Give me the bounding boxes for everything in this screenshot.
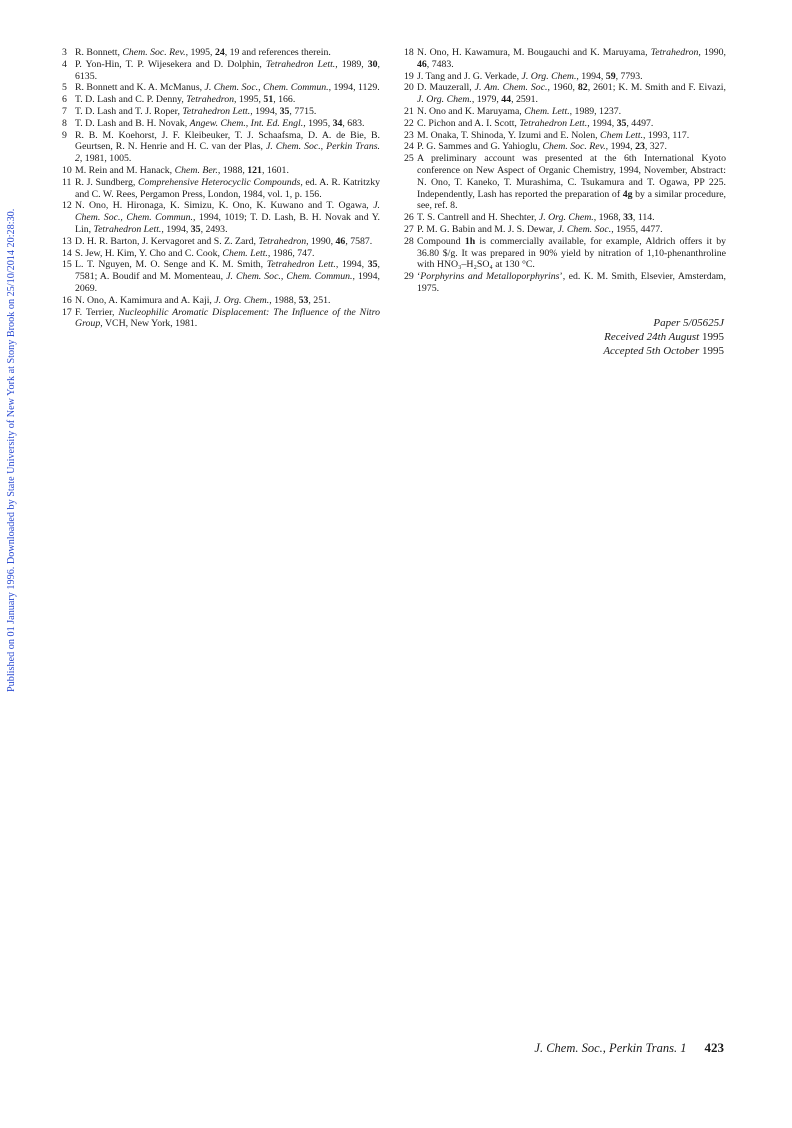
- reference-segment: , 1994, 1019; T. D. Lash, B. H. Novak and Y. Lin,: [75, 212, 380, 235]
- reference-segment: R. Bonnett,: [75, 47, 123, 58]
- reference-segment: , 166.: [273, 94, 296, 106]
- reference-segment: , 1995,: [303, 117, 333, 129]
- reference-number: 4: [62, 58, 67, 70]
- reference-9: [62, 130, 380, 165]
- reference-segment: , 1601.: [261, 164, 289, 176]
- reference-segment: , 7587.: [345, 235, 373, 247]
- reference-27: [404, 224, 726, 236]
- reference-segment: , 251.: [308, 294, 331, 306]
- reference-19: [404, 71, 726, 83]
- reference-title: Chem. Soc. Rev.: [542, 141, 606, 153]
- reference-text: [417, 106, 726, 118]
- reference-13: [62, 236, 380, 248]
- reference-text: [417, 71, 726, 83]
- reference-number: 13: [62, 235, 72, 247]
- reference-segment: ’, ed. K. M. Smith, Elsevier, Amsterdam, 1975.: [417, 271, 727, 294]
- reference-text: [75, 118, 380, 130]
- page-number: 423: [704, 1040, 724, 1055]
- reference-segment: , 2601; K. M. Smith and F. Eivazi,: [587, 82, 726, 94]
- reference-11: [62, 177, 380, 201]
- reference-number: 5: [62, 82, 67, 94]
- reference-title: J. Am. Chem. Soc.: [474, 82, 548, 94]
- reference-title: Chem. Soc. Rev.: [122, 47, 186, 58]
- reference-text: [75, 94, 380, 106]
- reference-title: Chem. Lett.: [222, 247, 268, 259]
- reference-segment: , 7715.: [289, 105, 317, 117]
- reference-segment: A preliminary account was presented at the 6th International Kyoto conference on New Aspect of Organic Chemistry, 1994, November, Abstract: N. Ono, T. Kaneko, T. Murashima, C. Tsukamura and T. Ogawa, PP 225. Independently, Lash has reported the preparation of: [417, 153, 726, 200]
- reference-segment: , 1994,: [605, 141, 636, 153]
- reference-text: [417, 212, 726, 224]
- reference-segment: , 1990,: [698, 47, 726, 58]
- reference-segment: , 1955, 4477.: [611, 223, 663, 235]
- reference-volume: 121: [247, 164, 262, 176]
- received-line: [480, 330, 724, 344]
- reference-title: J. Org. Chem.: [417, 94, 472, 106]
- reference-number: 18: [404, 47, 414, 58]
- accepted-year: 1995: [702, 345, 724, 357]
- reference-title: J. Chem. Soc.: [557, 223, 612, 235]
- reference-title: Tetrahedron Lett.: [93, 223, 162, 235]
- download-watermark: [4, 152, 20, 692]
- reference-segment: is commercially available, for example, Aldrich offers it by 36.80 $/g. It was prepared in 90% yield by nitration of 1,10-phenanthroline with HNO₃–H₂SO₄ at 130 °C.: [417, 235, 726, 271]
- reference-text: [417, 271, 726, 295]
- reference-segment: , 1990,: [306, 235, 336, 247]
- reference-segment: , 1988,: [217, 164, 248, 176]
- reference-number: 6: [62, 94, 67, 106]
- reference-segment: , 1989, 1237.: [569, 105, 622, 117]
- reference-segment: J. Tang and J. G. Verkade,: [417, 70, 522, 82]
- reference-title: J. Chem. Soc., Chem. Commun.: [75, 200, 380, 224]
- reference-number: 10: [62, 164, 72, 176]
- reference-title: J. Org. Chem.: [521, 70, 577, 82]
- reference-text: [75, 59, 380, 83]
- reference-segment: , 1993, 117.: [643, 129, 690, 141]
- reference-volume: 1h: [464, 235, 476, 247]
- reference-number: 12: [62, 200, 72, 212]
- reference-segment: R. Bonnett and K. A. McManus,: [75, 82, 205, 94]
- accepted-date: 5th October: [646, 345, 700, 357]
- reference-24: [404, 141, 726, 153]
- reference-number: 8: [62, 117, 67, 129]
- reference-title: Chem Lett.: [600, 129, 644, 141]
- reference-segment: , VCH, New York, 1981.: [100, 318, 198, 330]
- reference-segment: D. H. R. Barton, J. Kervagoret and S. Z. Zard,: [75, 235, 259, 247]
- reference-volume: 35: [367, 259, 378, 271]
- reference-segment: , 1994,: [161, 223, 191, 235]
- reference-10: [62, 165, 380, 177]
- reference-text: [417, 118, 726, 130]
- reference-volume: 46: [417, 58, 427, 70]
- reference-volume: 4g: [622, 188, 633, 200]
- reference-title: Porphyrins and Metalloporphyrins: [420, 271, 560, 283]
- reference-text: [75, 307, 380, 331]
- reference-title: Chem. Ber.: [174, 164, 218, 176]
- received-year: 1995: [702, 331, 724, 343]
- reference-8: [62, 118, 380, 130]
- receipt-block: [480, 316, 724, 358]
- reference-title: J. Chem. Soc., Chem. Commun.: [226, 271, 353, 283]
- reference-volume: 35: [616, 117, 627, 129]
- reference-segment: , 1986, 747.: [267, 247, 315, 259]
- reference-22: [404, 118, 726, 130]
- reference-title: Angew. Chem., Int. Ed. Engl.: [189, 117, 304, 129]
- reference-title: Tetrahedron Lett.: [182, 105, 251, 117]
- reference-volume: 44: [501, 94, 512, 106]
- received-label: Received: [604, 331, 644, 343]
- reference-text: [75, 82, 380, 94]
- reference-text: [75, 130, 380, 165]
- reference-6: [62, 94, 380, 106]
- reference-segment: ‘: [417, 271, 421, 283]
- reference-volume: 51: [263, 94, 274, 106]
- reference-segment: , ed. A. R. Katritzky and C. W. Rees, Pergamon Press, London, 1984, vol. 1, p. 156.: [75, 176, 380, 200]
- reference-segment: , 1994,: [335, 259, 368, 271]
- reference-number: 25: [404, 153, 414, 165]
- reference-segment: , 4497.: [626, 117, 654, 129]
- reference-volume: 59: [605, 70, 616, 82]
- reference-text: [75, 47, 380, 59]
- reference-text: [75, 177, 380, 201]
- reference-segment: , 1981, 1005.: [79, 153, 132, 165]
- reference-segment: , 1994,: [576, 70, 606, 82]
- references-left-column: [62, 47, 380, 330]
- reference-volume: 34: [332, 117, 343, 129]
- reference-segment: , 7793.: [615, 70, 643, 82]
- reference-volume: 23: [635, 141, 645, 153]
- reference-segment: , 327.: [644, 141, 667, 153]
- reference-text: [417, 141, 726, 153]
- reference-segment: P. M. G. Babin and M. J. S. Dewar,: [417, 223, 558, 235]
- reference-number: 28: [404, 235, 414, 247]
- reference-number: 26: [404, 212, 414, 224]
- reference-text: [75, 165, 380, 177]
- reference-segment: N. Ono, H. Hironaga, K. Simizu, K. Ono, K. Kuwano and T. Ogawa,: [75, 200, 374, 212]
- reference-title: Tetrahedron: [186, 94, 235, 106]
- accepted-line: [480, 344, 724, 358]
- reference-number: 21: [404, 105, 414, 117]
- reference-segment: , 7483.: [426, 58, 454, 70]
- reference-segment: , 1995,: [185, 47, 215, 58]
- reference-text: [75, 236, 380, 248]
- reference-segment: , 1994,: [250, 105, 280, 117]
- reference-title: Comprehensive Heterocyclic Compounds: [137, 176, 301, 188]
- reference-15: [62, 259, 380, 294]
- reference-volume: 53: [298, 294, 309, 306]
- reference-segment: , 1994, 1129.: [328, 82, 380, 94]
- reference-segment: , 6135.: [75, 58, 380, 82]
- reference-number: 15: [62, 259, 72, 271]
- reference-segment: , 2591.: [511, 94, 539, 106]
- reference-volume: 24: [214, 47, 225, 58]
- reference-title: Chem. Lett.: [524, 105, 570, 117]
- reference-number: 29: [404, 271, 414, 283]
- download-watermark-text: Published on 01 January 1996. Downloaded by State University of New York at Stony Brook on 25/10/2014 20:28:30.: [6, 208, 17, 692]
- reference-volume: 30: [367, 58, 378, 70]
- reference-segment: , 1968,: [593, 212, 624, 224]
- reference-segment: P. Yon-Hin, T. P. Wijesekera and D. Dolphin,: [75, 58, 266, 70]
- reference-volume: 82: [577, 82, 588, 94]
- reference-segment: N. Ono, H. Kawamura, M. Bougauchi and K. Maruyama,: [417, 47, 651, 58]
- reference-title: J. Org. Chem.: [538, 212, 594, 224]
- reference-number: 19: [404, 70, 414, 82]
- reference-segment: C. Pichon and A. I. Scott,: [417, 117, 520, 129]
- reference-text: [417, 130, 726, 142]
- reference-text: [417, 47, 726, 71]
- reference-title: Tetrahedron Lett.: [265, 58, 336, 70]
- reference-number: 22: [404, 117, 414, 129]
- reference-number: 23: [404, 129, 414, 141]
- reference-12: [62, 200, 380, 235]
- reference-segment: R. J. Sundberg,: [75, 176, 138, 188]
- reference-segment: by a similar procedure, see, ref. 8.: [417, 188, 727, 212]
- reference-segment: N. Ono, A. Kamimura and A. Kaji,: [75, 294, 215, 306]
- reference-title: J. Org. Chem.: [214, 294, 270, 306]
- reference-segment: , 1960,: [547, 82, 578, 94]
- reference-number: 11: [62, 176, 72, 188]
- reference-29: [404, 271, 726, 295]
- reference-text: [75, 106, 380, 118]
- reference-title: Tetrahedron Lett.: [266, 259, 336, 271]
- reference-number: 17: [62, 306, 72, 318]
- reference-number: 20: [404, 82, 414, 94]
- references-right-column: [404, 47, 726, 295]
- reference-14: [62, 248, 380, 260]
- reference-title: Tetrahedron: [650, 47, 699, 58]
- reference-segment: F. Terrier,: [75, 306, 119, 318]
- reference-volume: 35: [279, 105, 290, 117]
- reference-text: [417, 236, 726, 271]
- reference-segment: , 1979,: [471, 94, 502, 106]
- reference-text: [417, 224, 726, 236]
- reference-text: [417, 82, 726, 106]
- reference-segment: , 19 and references therein.: [224, 47, 331, 58]
- reference-text: [417, 153, 726, 212]
- journal-name: J. Chem. Soc., Perkin Trans. 1: [534, 1041, 687, 1055]
- reference-segment: D. Mauzerall,: [417, 82, 475, 94]
- reference-16: [62, 295, 380, 307]
- reference-segment: , 1994, 2069.: [75, 271, 380, 294]
- reference-18: [404, 47, 726, 71]
- reference-text: [75, 259, 380, 294]
- reference-26: [404, 212, 726, 224]
- reference-number: 16: [62, 294, 72, 306]
- reference-number: 24: [404, 141, 414, 153]
- reference-volume: 33: [623, 212, 633, 224]
- reference-text: [75, 248, 380, 260]
- reference-segment: , 1989,: [335, 58, 368, 70]
- reference-segment: , 1995,: [234, 94, 264, 106]
- reference-23: [404, 130, 726, 142]
- reference-segment: P. G. Sammes and G. Yahioglu,: [417, 141, 543, 153]
- accepted-label: Accepted: [603, 345, 644, 357]
- reference-5: [62, 82, 380, 94]
- reference-segment: , 114.: [632, 212, 655, 224]
- reference-4: [62, 59, 380, 83]
- reference-segment: T. D. Lash and T. J. Roper,: [75, 105, 183, 117]
- reference-segment: , 2493.: [200, 223, 228, 235]
- reference-28: [404, 236, 726, 271]
- reference-segment: , 7581; A. Boudif and M. Momenteau,: [75, 259, 380, 283]
- reference-17: [62, 307, 380, 331]
- reference-25: [404, 153, 726, 212]
- reference-number: 14: [62, 247, 72, 259]
- reference-title: J. Chem. Soc., Chem. Commun.: [204, 82, 329, 94]
- reference-segment: T. S. Cantrell and H. Shechter,: [417, 212, 539, 224]
- reference-segment: T. D. Lash and B. H. Novak,: [75, 117, 190, 129]
- paper-id: Paper 5/05625J: [653, 317, 724, 329]
- reference-number: 9: [62, 129, 67, 141]
- reference-20: [404, 82, 726, 106]
- reference-number: 3: [62, 47, 67, 58]
- reference-volume: 46: [335, 235, 346, 247]
- reference-21: [404, 106, 726, 118]
- reference-segment: T. D. Lash and C. P. Denny,: [75, 94, 187, 106]
- reference-title: J. Chem. Soc., Perkin Trans. 2: [75, 141, 380, 165]
- reference-7: [62, 106, 380, 118]
- reference-text: [75, 200, 380, 235]
- reference-number: 7: [62, 105, 67, 117]
- reference-segment: R. B. M. Koehorst, J. F. Kleibeuker, T. J. Schaafsma, D. A. de Bie, B. Geurtsen, R. N. Henrie and H. C. van der Plas,: [75, 129, 380, 153]
- reference-3: [62, 47, 380, 59]
- reference-segment: , 1994,: [587, 117, 617, 129]
- reference-segment: N. Ono and K. Maruyama,: [417, 105, 525, 117]
- received-date: 24th August: [646, 331, 700, 343]
- reference-title: Tetrahedron Lett.: [519, 117, 588, 129]
- reference-title: Tetrahedron: [258, 235, 307, 247]
- reference-text: [75, 295, 380, 307]
- reference-segment: S. Jew, H. Kim, Y. Cho and C. Cook,: [75, 247, 223, 259]
- reference-title: Nucleophilic Aromatic Displacement: The Influence of the Nitro Group: [75, 306, 380, 330]
- reference-segment: L. T. Nguyen, M. O. Senge and K. M. Smith,: [75, 259, 267, 271]
- reference-segment: , 683.: [342, 117, 365, 129]
- reference-segment: M. Onaka, T. Shinoda, Y. Izumi and E. Nolen,: [417, 129, 601, 141]
- reference-segment: , 1988,: [269, 294, 299, 306]
- reference-number: 27: [404, 223, 414, 235]
- page-footer: [480, 1040, 724, 1056]
- reference-volume: 35: [190, 223, 201, 235]
- reference-segment: Compound: [417, 235, 465, 247]
- reference-segment: M. Rein and M. Hanack,: [75, 164, 175, 176]
